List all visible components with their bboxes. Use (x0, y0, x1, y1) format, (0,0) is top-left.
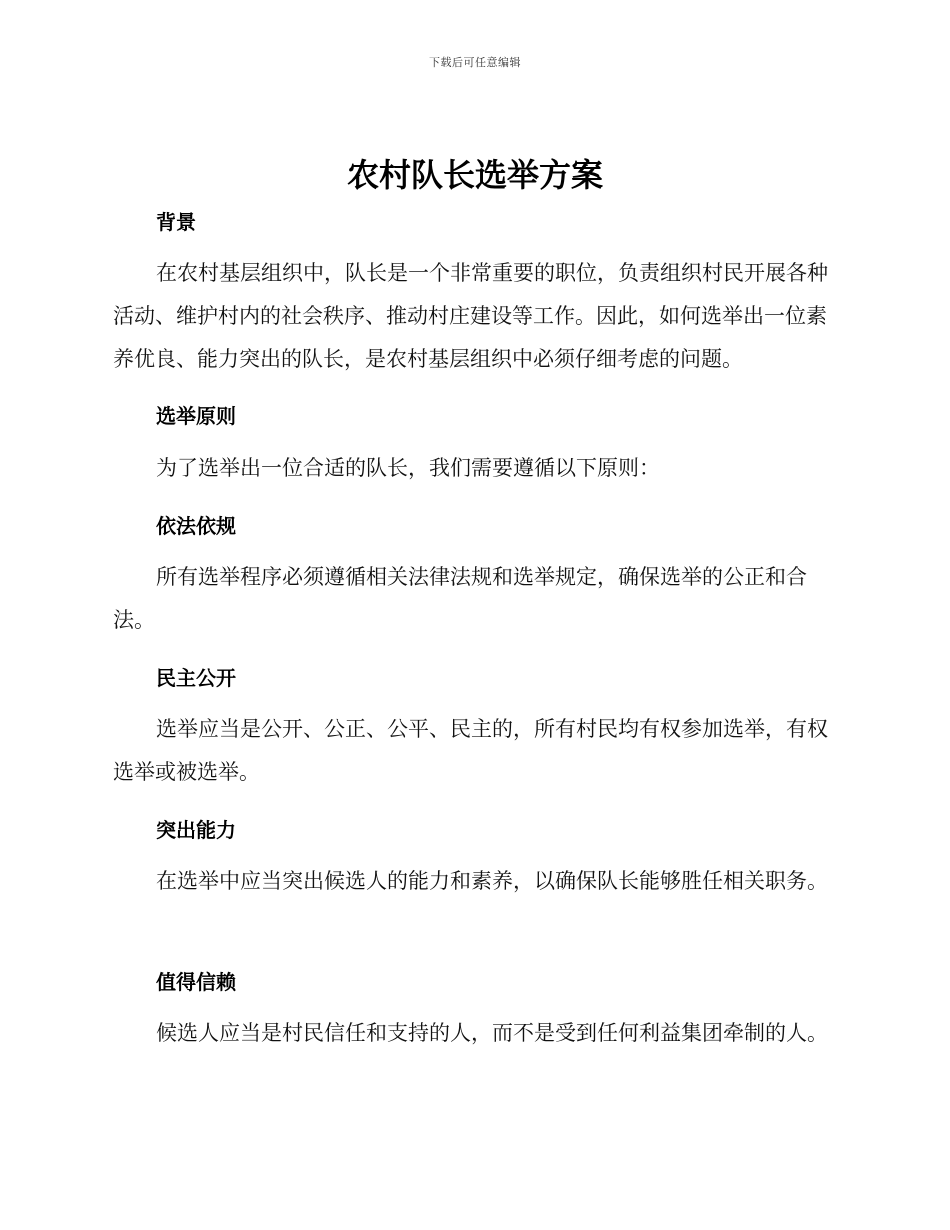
section-heading-lawful: 依法依规 (156, 514, 236, 538)
document-title: 农村队长选举方案 (346, 156, 603, 194)
section-body-lawful: 所有选举程序必须遵循相关法律法规和选举规定，确保选举的公正和合法。 (113, 565, 807, 632)
section-body-background: 在农村基层组织中，队长是一个非常重要的职位，负责组织村民开展各种活动、维护村内的社会秩序、推动村庄建设等工作。因此，如何选举出一位素养优良、能力突出的队长，是农村基层组织中必须仔细考虑的问题。 (113, 261, 828, 371)
section-heading-principles: 选举原则 (156, 404, 236, 428)
section-heading-trustworthy: 值得信赖 (156, 970, 236, 994)
section-body-trustworthy: 候选人应当是村民信任和支持的人，而不是受到任何利益集团牵制的人。 (156, 1021, 828, 1045)
section-body-democratic: 选举应当是公开、公正、公平、民主的，所有村民均有权参加选举，有权选举或被选举。 (113, 717, 828, 784)
section-heading-democratic: 民主公开 (156, 666, 236, 690)
section-heading-background: 背景 (156, 210, 196, 234)
header-note: 下载后可任意编辑 (429, 56, 521, 69)
section-body-ability: 在选举中应当突出候选人的能力和素养，以确保队长能够胜任相关职务。 (156, 869, 828, 893)
section-body-principles: 为了选举出一位合适的队长，我们需要遵循以下原则： (156, 456, 660, 480)
section-heading-ability: 突出能力 (156, 818, 236, 842)
